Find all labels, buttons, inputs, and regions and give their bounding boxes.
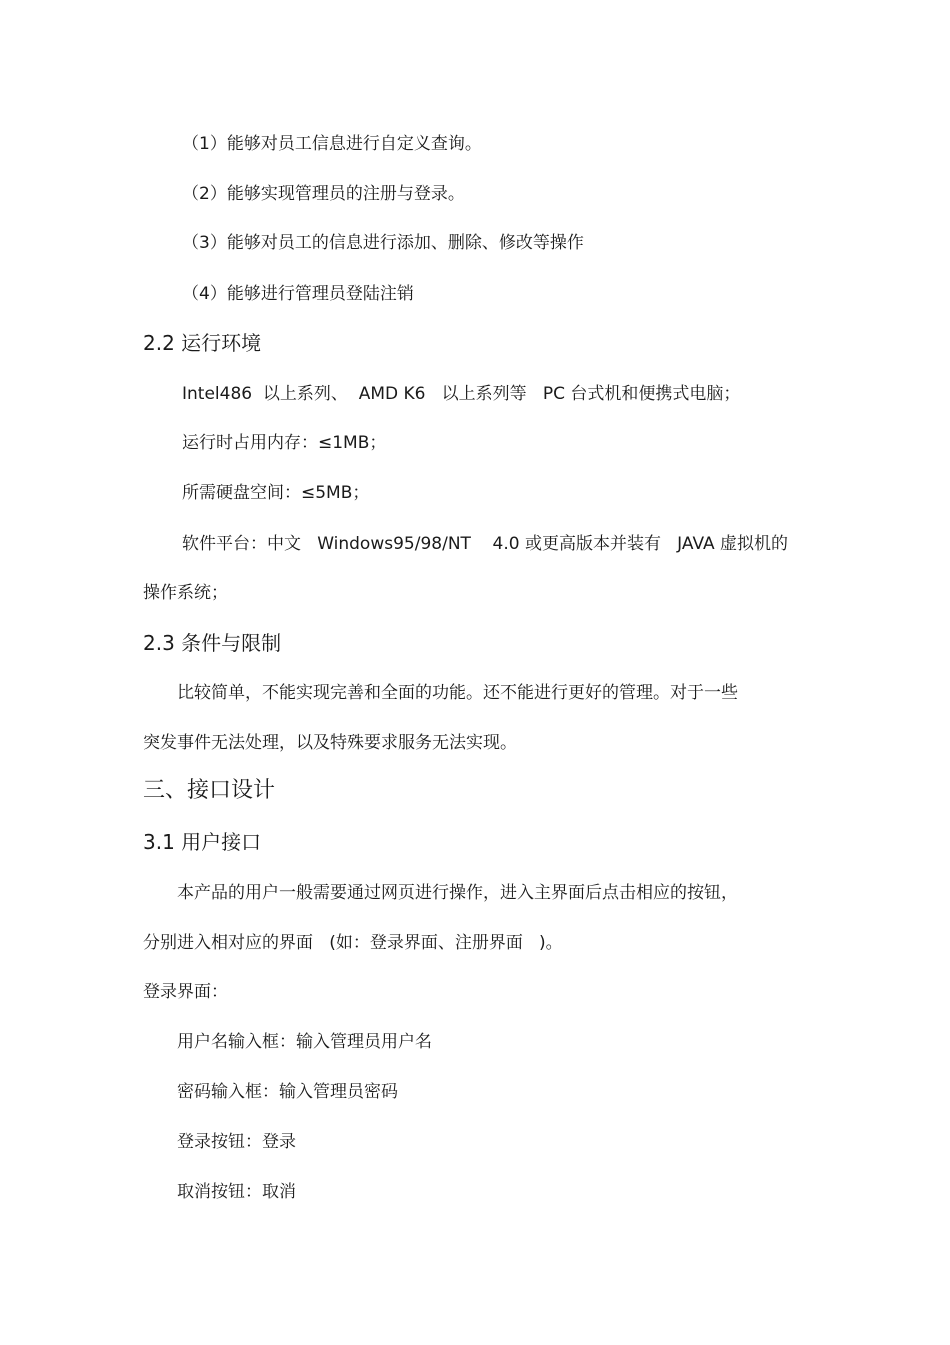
login-item-password: 密码输入框：输入管理员密码 xyxy=(177,1082,398,1102)
interface-line-1: 本产品的用户一般需要通过网页进行操作，进入主界面后点击相应的按钮， xyxy=(177,883,738,903)
env-line-2: 运行时占用内存：≤1MB； xyxy=(182,433,387,453)
interface-line-2: 分别进入相对应的界面 (如：登录界面、注册界面 )。 xyxy=(143,933,563,953)
login-item-cancel-button: 取消按钮：取消 xyxy=(177,1182,296,1202)
login-label: 登录界面： xyxy=(143,982,228,1002)
env-line-5: 操作系统； xyxy=(143,583,228,603)
env-line-3: 所需硬盘空间：≤5MB； xyxy=(182,483,370,503)
constraint-line-1: 比较简单，不能实现完善和全面的功能。还不能进行更好的管理。对于一些 xyxy=(177,683,738,703)
requirement-4: （4）能够进行管理员登陆注销 xyxy=(182,284,414,304)
requirement-2: （2）能够实现管理员的注册与登录。 xyxy=(182,184,465,204)
login-item-username: 用户名输入框：输入管理员用户名 xyxy=(177,1032,432,1052)
env-line-1: Intel486 以上系列、 AMD K6 以上系列等 PC 台式机和便携式电脑； xyxy=(182,384,741,404)
requirement-3: （3）能够对员工的信息进行添加、删除、修改等操作 xyxy=(182,233,584,253)
section-heading-2-2: 2.2 运行环境 xyxy=(143,331,262,355)
section-heading-3-1: 3.1 用户接口 xyxy=(143,830,262,854)
requirement-1: （1）能够对员工信息进行自定义查询。 xyxy=(182,134,482,154)
chapter-heading-3: 三、接口设计 xyxy=(143,778,276,803)
login-item-login-button: 登录按钮：登录 xyxy=(177,1132,296,1152)
constraint-line-2: 突发事件无法处理，以及特殊要求服务无法实现。 xyxy=(143,733,517,753)
env-line-4: 软件平台：中文 Windows95/98/NT 4.0 或更高版本并装有 JAVA 虚拟机的 xyxy=(182,534,789,554)
section-heading-2-3: 2.3 条件与限制 xyxy=(143,631,282,655)
